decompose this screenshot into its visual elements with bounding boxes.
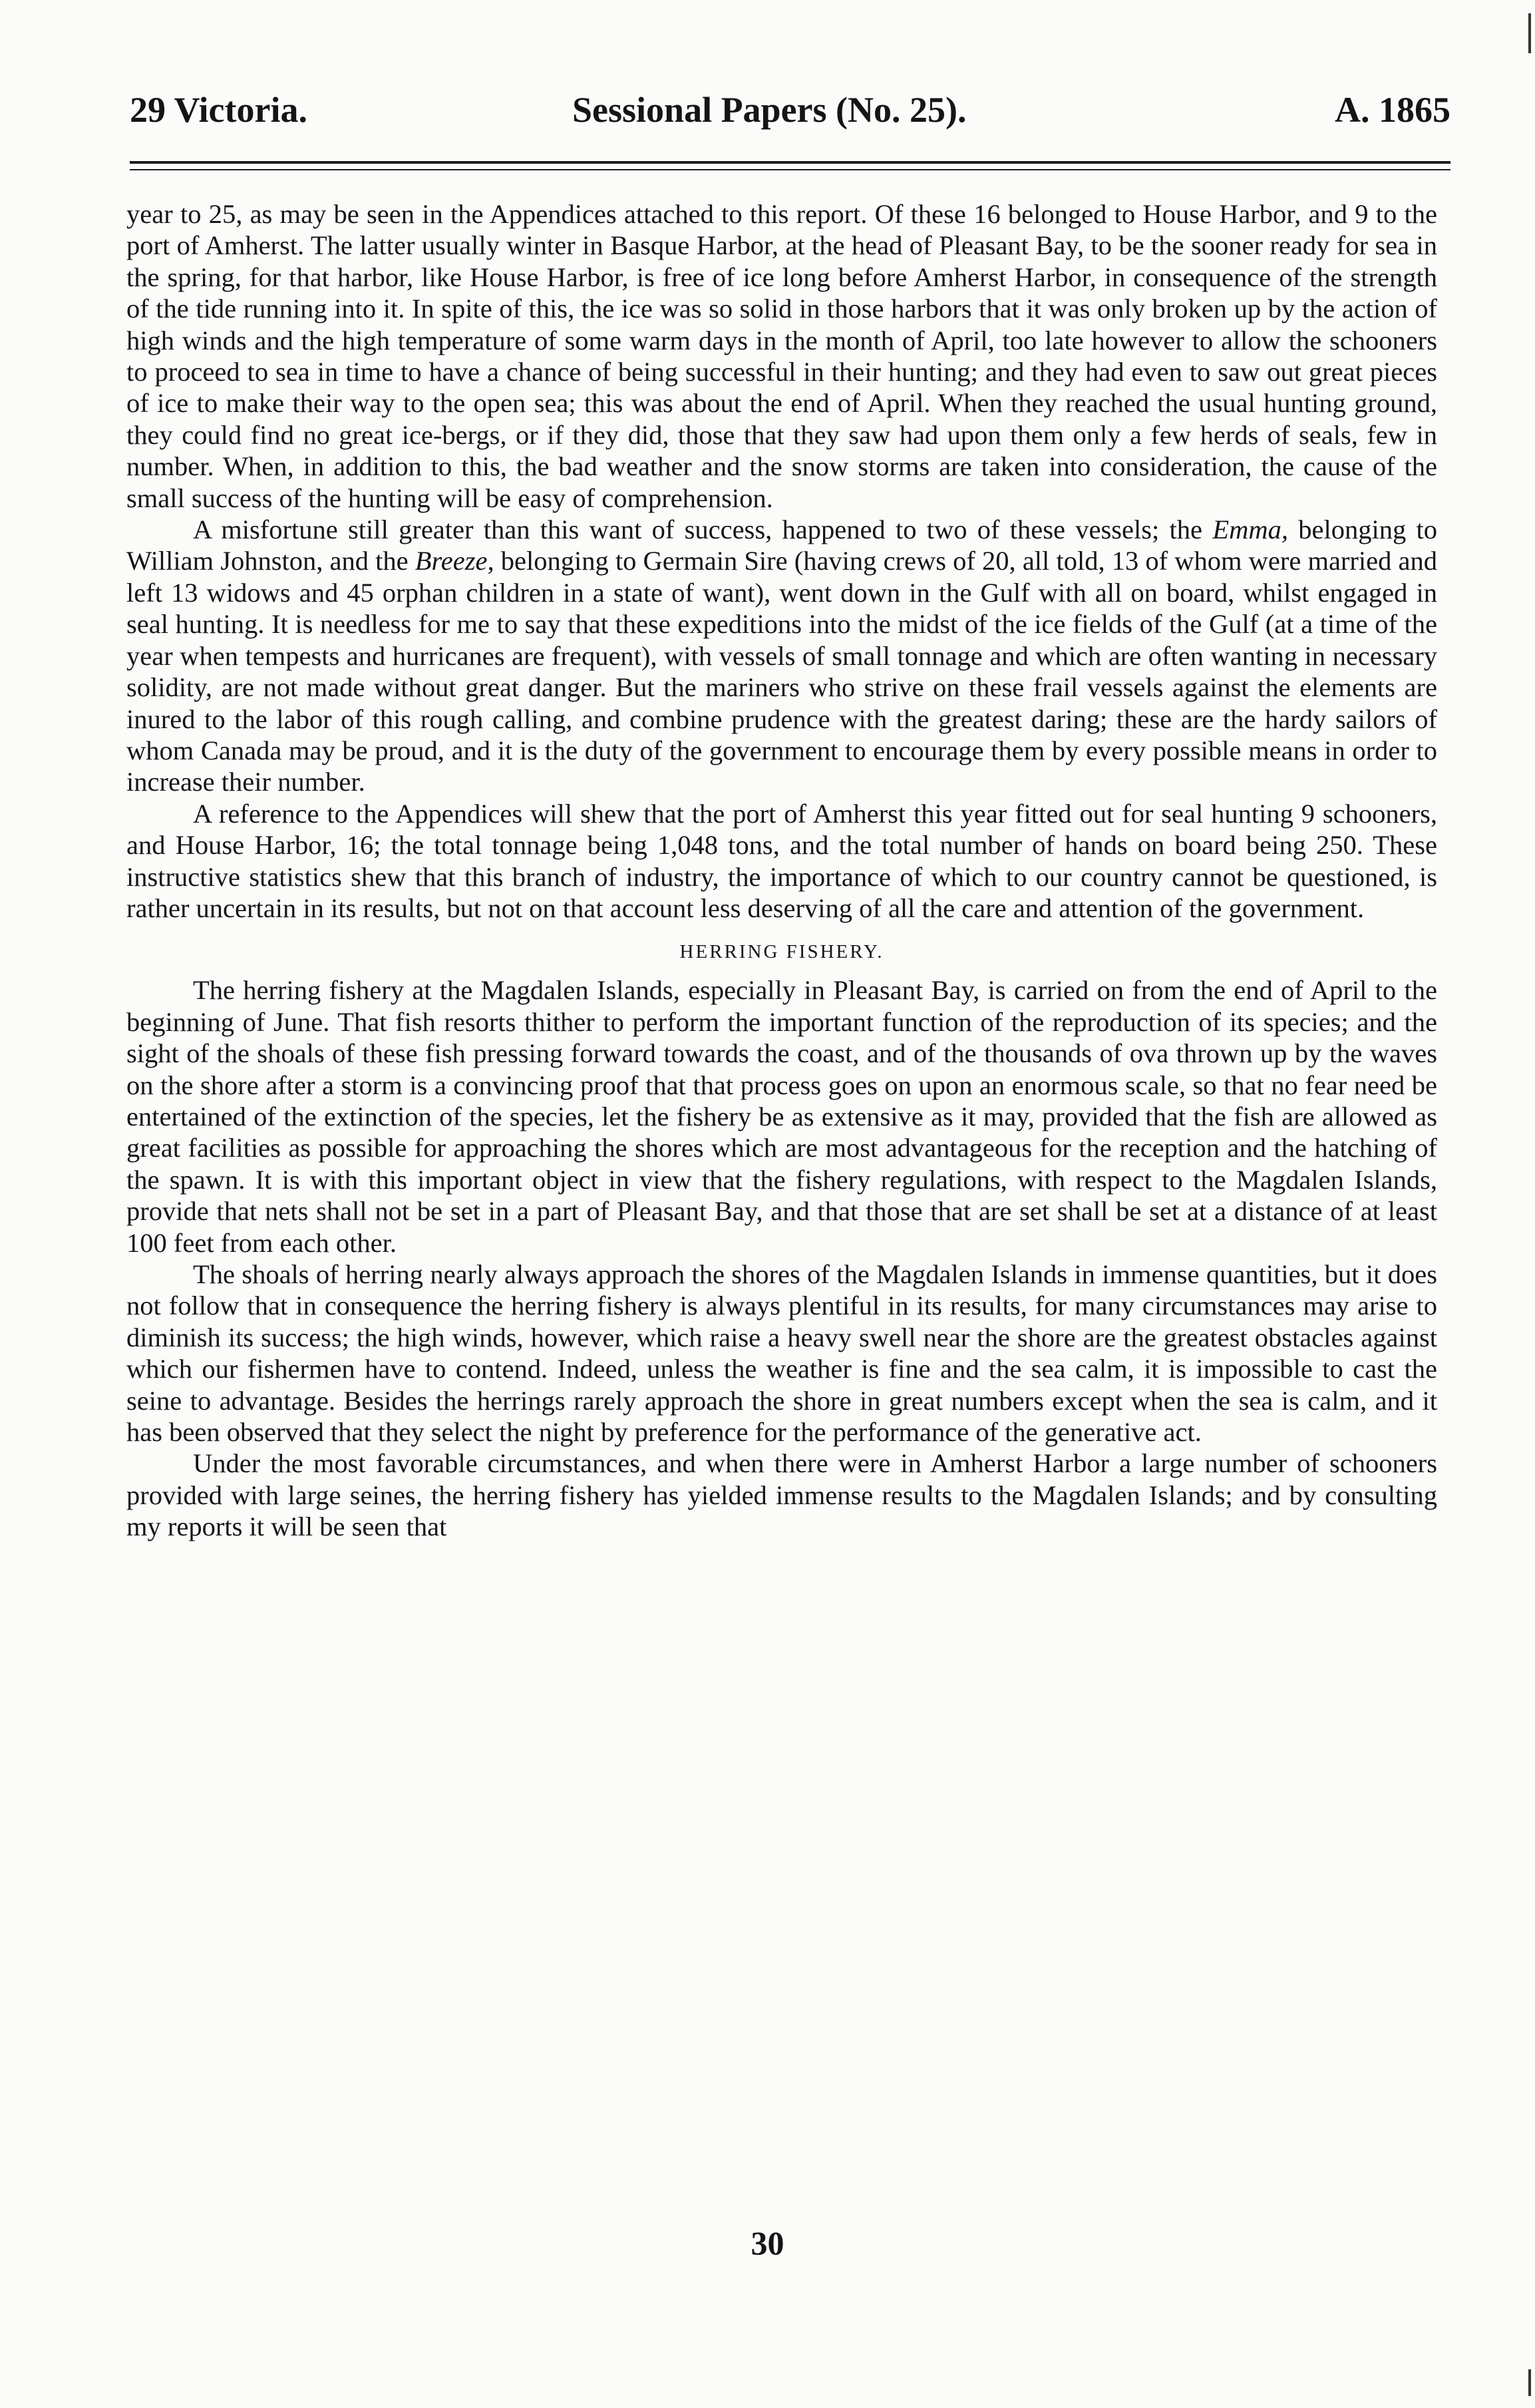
scan-edge-mark-top <box>1528 13 1531 53</box>
header-title: Sessional Papers (No. 25). <box>572 90 967 130</box>
header-rule-thin <box>130 169 1450 170</box>
vessel-name-emma: Emma, <box>1212 514 1288 545</box>
section-heading: HERRING FISHERY. <box>679 941 884 963</box>
paragraph-5: The shoals of herring nearly always approach the shores of the Magdalen Islands in immense quantities, but it does not follow that in consequence the herring fishery is always plentiful in its results, for many circumstances may arise to diminish its success; the high winds, however, which raise a heavy swell near the shore are the greatest obstacles against which our fishermen have to contend. Indeed, unless the weather is fine and the sea calm, it is impossible to cast the seine to advantage. Besides the herrings rarely approach the shore in great numbers except when the sea is calm, and it has been observed that they select the night by preference for the performance of the generative act. <box>126 1259 1437 1448</box>
paragraph-4: The herring fishery at the Magdalen Islands, especially in Pleasant Bay, is carried on from the end of April to the beginning of June. That fish resorts thither to perform the important function of the reproduction of its species; and the sight of the shoals of these fish pressing forward towards the coast, and of the thousands of ova thrown up by the waves on the shore after a storm is a convincing proof that that process goes on upon an enormous scale, so that no fear need be entertained of the extinction of the species, let the fishery be as extensive as it may, provided that the fish are allowed as great facilities as possible for approaching the shores which are most advantageous for the reception and the hatching of the spawn. It is with this important object in view that the fishery regulations, with respect to the Magdalen Islands, provide that nets shall not be set in a part of Pleasant Bay, and that those that are set shall be set at a distance of at least 100 feet from each other. <box>126 975 1437 1258</box>
body-text <box>126 198 1437 1543</box>
paragraph-2 <box>126 514 1437 798</box>
paragraph-2-part-a: A misfortune still greater than this want of success, happened to two of these vessels; the <box>193 514 1213 545</box>
header-rule-thick <box>130 161 1450 164</box>
page-number: 30 <box>751 2224 784 2262</box>
header-year: A. 1865 <box>1335 90 1450 130</box>
running-header <box>130 77 1450 143</box>
paragraph-1: year to 25, as may be seen in the Appendices attached to this report. Of these 16 belonged to House Harbor, and 9 to the port of Amherst. The latter usually winter in Basque Harbor, at the head of Pleasant Bay, to be the sooner ready for sea in the spring, for that harbor, like House Harbor, is free of ice long before Amherst Harbor, in consequence of the strength of the tide running into it. In spite of this, the ice was so solid in those harbors that it was only broken up by the action of high winds and the high temperature of some warm days in the month of April, too late however to allow the schooners to proceed to sea in time to have a chance of being successful in their hunting; and they had even to saw out great pieces of ice to make their way to the open sea; this was about the end of April. When they reached the usual hunting ground, they could find no great ice-bergs, or if they did, those that they saw had upon them only a few herds of seals, few in number. When, in addition to this, the bad weather and the snow storms are taken into consideration, the cause of the small success of the hunting will be easy of comprehension. <box>126 199 1437 513</box>
header-session: 29 Victoria. <box>130 90 307 130</box>
paragraph-6: Under the most favorable circumstances, and when there were in Amherst Harbor a large number of schooners provided with large seines, the herring fishery has yielded immense results to the Magdalen Islands; and by consulting my reports it will be seen that <box>126 1448 1437 1542</box>
scan-edge-mark-bottom <box>1528 2369 1531 2396</box>
vessel-name-breeze: Breeze, <box>415 546 494 576</box>
paragraph-2-part-b: belonging to William Johnston, and the <box>126 514 1438 576</box>
paragraph-2-part-c: belonging to Germain Sire (having crews of 20, all told, 13 of whom were married and left 13 widows and 45 orphan children in a state of want), went down in the Gulf with all on board, whilst engaged in seal hunting. It is needless for me to say that these expeditions into the midst of the ice fields of the Gulf (at a time of the year when tempests and hurricanes are frequent), with vessels of small tonnage and which are often wanting in necessary solidity, are not made without great danger. But the mariners who strive on these frail vessels against the elements are inured to the labor of this rough calling, and combine prudence with the greatest daring; these are the hardy sailors of whom Canada may be proud, and it is the duty of the government to encourage them by every possible means in order to increase their number. <box>126 546 1438 797</box>
paragraph-3: A reference to the Appendices will shew that the port of Amherst this year fitted out for seal hunting 9 schooners, and House Harbor, 16; the total tonnage being 1,048 tons, and the total number of hands on board being 250. These instructive statistics shew that this branch of industry, the importance of which to our country cannot be questioned, is rather uncertain in its results, but not on that account less deserving of all the care and attention of the government. <box>126 798 1437 923</box>
